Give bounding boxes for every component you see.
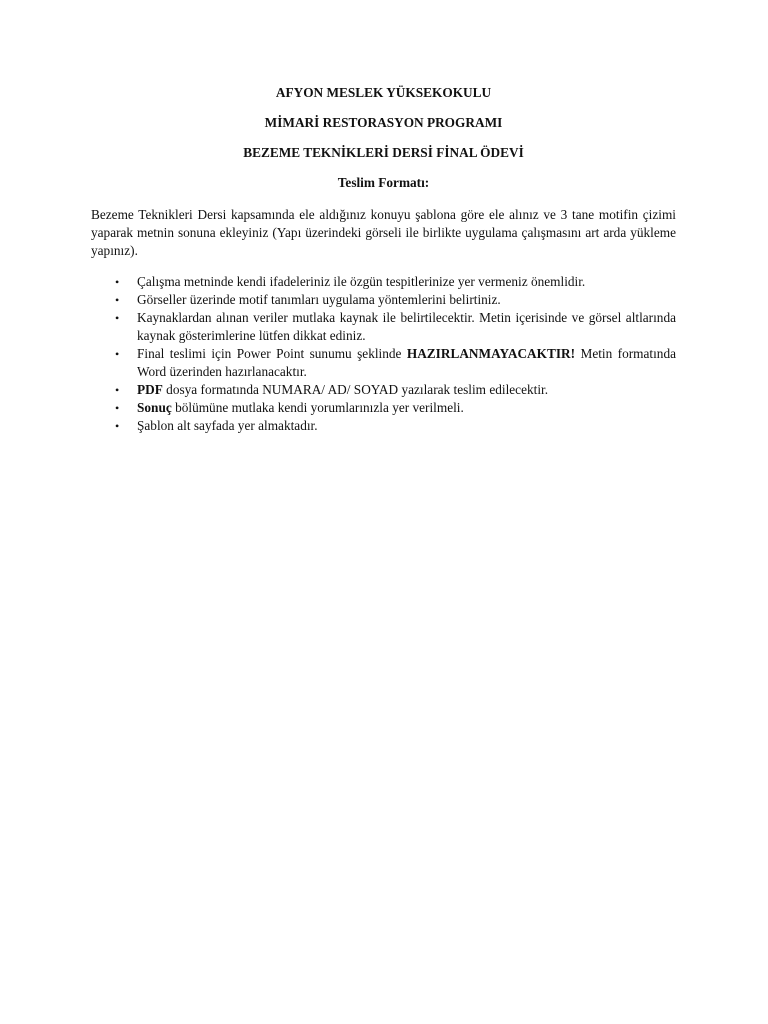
bullet-icon: • bbox=[115, 347, 120, 361]
rule-emphasis: PDF bbox=[137, 382, 163, 397]
assignment-title: BEZEME TEKNİKLERİ DERSİ FİNAL ÖDEVİ bbox=[243, 145, 524, 160]
list-item bbox=[115, 381, 676, 399]
list-item bbox=[115, 273, 676, 291]
school-title: AFYON MESLEK YÜKSEKOKULU bbox=[275, 85, 492, 100]
bullet-icon: • bbox=[115, 293, 120, 307]
list-item bbox=[115, 309, 676, 345]
list-item bbox=[115, 417, 676, 435]
bullet-icon: • bbox=[115, 419, 120, 433]
program-title: MİMARİ RESTORASYON PROGRAMI bbox=[264, 115, 503, 130]
rule-text: Kaynaklardan alınan veriler mutlaka kaynak ile belirtilecektir. Metin içerisinde ve görsel altlarında kaynak gösterimlerine lütfen dikkat ediniz. bbox=[137, 310, 676, 343]
rule-text: Şablon alt sayfada yer almaktadır. bbox=[137, 418, 318, 433]
rule-emphasis: Sonuç bbox=[137, 400, 172, 415]
bullet-icon: • bbox=[115, 401, 120, 415]
rules-list bbox=[91, 273, 676, 435]
intro-paragraph: Bezeme Teknikleri Dersi kapsamında ele aldığınız konuyu şablona göre ele alınız ve 3 tane motifin çizimi yaparak metnin sonuna ekleyiniz (Yapı üzerindeki görseli ile birlikte uygulama çalışmasını art arda yükleme yapınız). bbox=[91, 207, 676, 258]
rule-text-post: Metin formatında Word üzerinden hazırlanacaktır. bbox=[137, 346, 677, 379]
list-item bbox=[115, 399, 676, 417]
bullet-icon: • bbox=[115, 275, 120, 289]
list-item bbox=[115, 291, 676, 309]
rule-emphasis: HAZIRLANMAYACAKTIR! bbox=[406, 346, 576, 361]
rule-text: Görseller üzerinde motif tanımları uygulama yöntemlerini belirtiniz. bbox=[137, 292, 501, 307]
rule-text: Çalışma metninde kendi ifadeleriniz ile özgün tespitlerinize yer vermeniz önemlidir. bbox=[137, 274, 586, 289]
bullet-icon: • bbox=[115, 311, 120, 325]
rule-text-post: dosya formatında NUMARA/ AD/ SOYAD yazılarak teslim edilecektir. bbox=[162, 382, 549, 397]
rule-text-post: bölümüne mutlaka kendi yorumlarınızla yer verilmeli. bbox=[171, 400, 464, 415]
rule-text-pre: Final teslimi için Power Point sunumu şeklinde bbox=[137, 346, 407, 361]
format-heading: Teslim Formatı: bbox=[337, 175, 430, 190]
list-item bbox=[115, 345, 677, 381]
bullet-icon: • bbox=[115, 383, 120, 397]
